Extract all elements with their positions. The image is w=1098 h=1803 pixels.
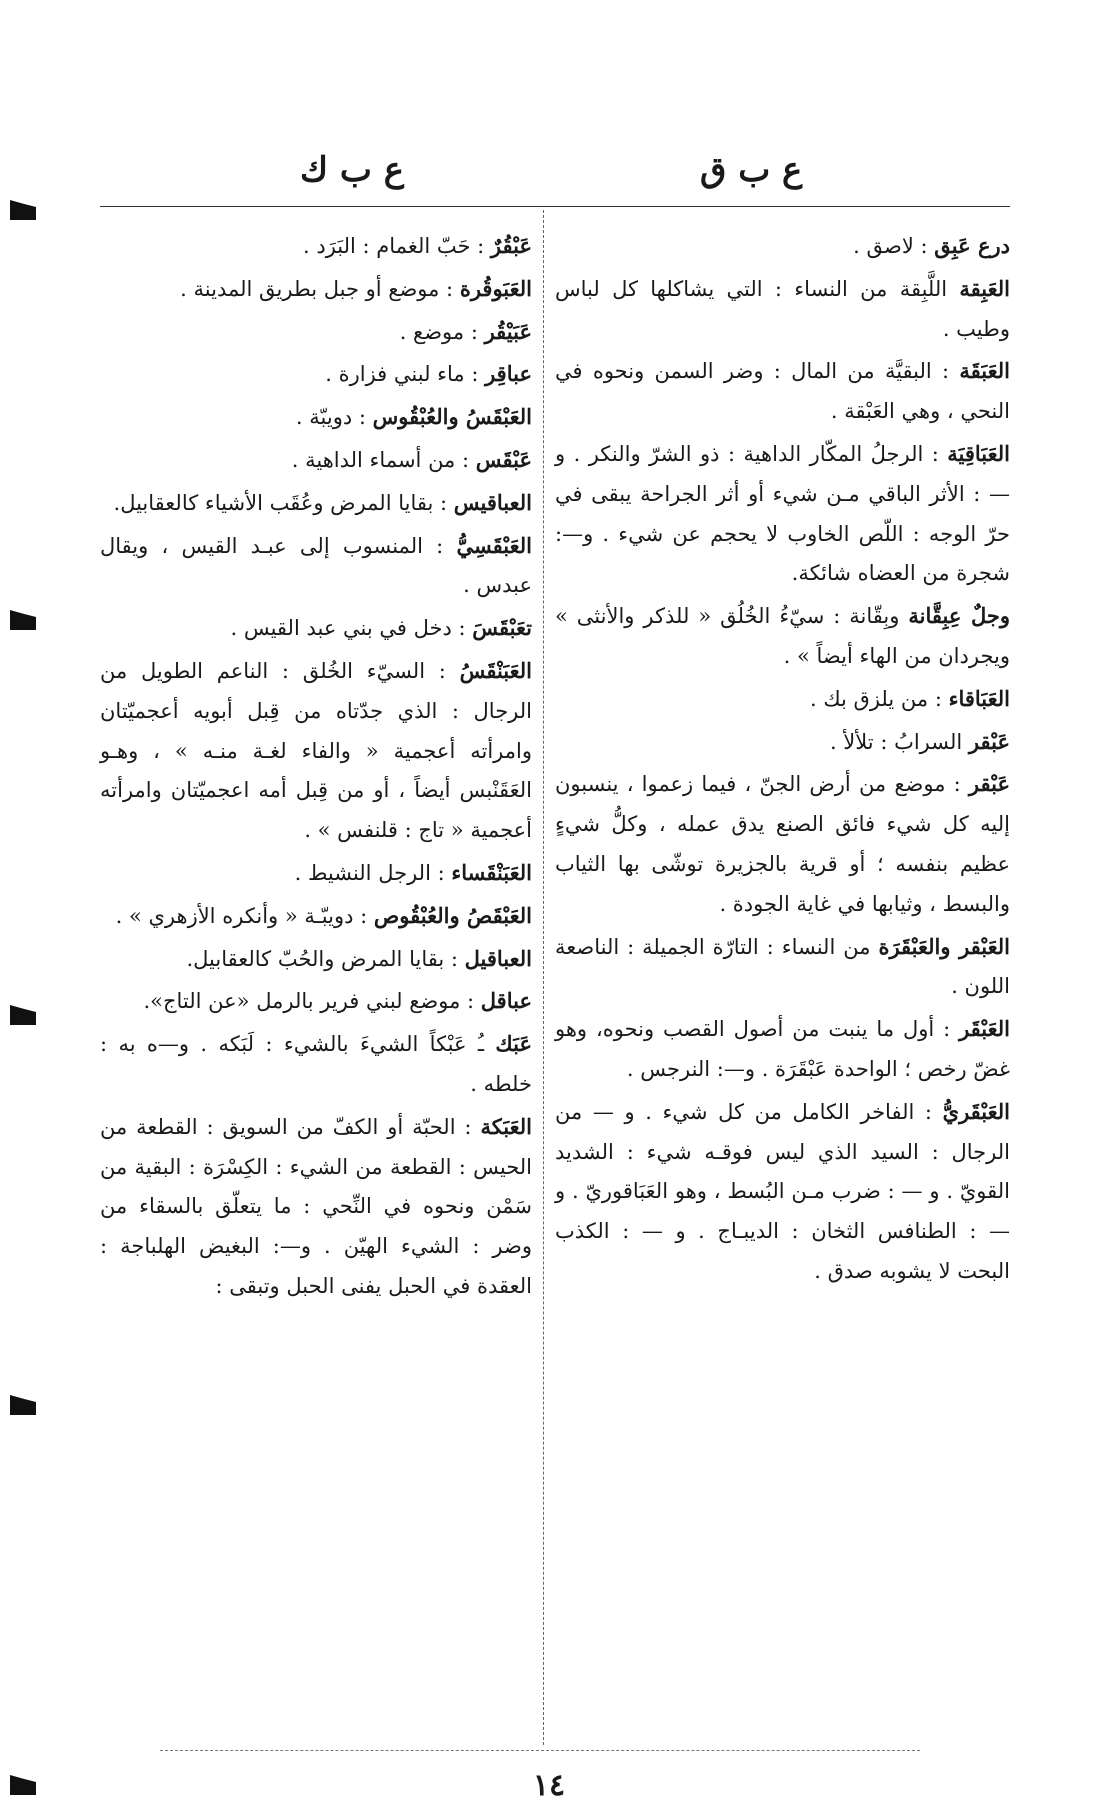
headword: العَبْقَسِيُّ (456, 532, 532, 558)
definition: : حَبّ الغمام : البَرَد . (303, 234, 491, 258)
entry (100, 312, 532, 353)
entry (555, 434, 1010, 594)
definition: السرابُ : تلألأ . (829, 729, 969, 754)
headword: العَبْقَصُ والعُبْقُوص (373, 902, 532, 928)
header-root-left: ع ب ك (300, 150, 404, 190)
left-column (100, 226, 532, 1309)
entry (555, 269, 1010, 350)
definition: : دويبّـة « وأنكره الأزهري » . (115, 903, 374, 928)
margin-mark (10, 1005, 36, 1025)
entry (555, 764, 1010, 924)
headword: تعَبْقَسَ (472, 615, 532, 641)
definition: : المنسوب إلى عبـد القيس ، ويقال عبدس . (100, 533, 532, 598)
margin-mark (10, 200, 36, 220)
margin-mark (10, 610, 36, 630)
entry (555, 351, 1010, 432)
entry (555, 722, 1010, 763)
definition: : ماء لبني فزارة . (325, 362, 486, 387)
definition: : بقايا المرض والحُبّ كالعقابيل. (186, 946, 465, 971)
column-divider (543, 210, 544, 1745)
headword: العَبْقَريُّ (942, 1098, 1010, 1124)
headword: العباقيس (453, 489, 532, 515)
headword: العَبَوقُرة (459, 275, 532, 301)
entry (100, 226, 532, 267)
entry (100, 483, 532, 524)
definition: : موضع لبني فرير بالرمل «عن التاج». (143, 989, 481, 1014)
definition: : الفاخر الكامل من كل شيء . و — من الرجال : السيد الذي ليس فوقـه شيء : الشديد القويّ . و — : ضرب مـن البُسط ، وهو العَبَاقوريّ . و — : الطنافس الثخان : الديبـاج . و — : الكذب البحت لا يشوبه صدق . (555, 1099, 1010, 1283)
entry (555, 927, 1010, 1008)
definition: : من أسماء الداهية . (291, 447, 476, 472)
headword: عَبْقر (968, 771, 1010, 797)
entry (100, 651, 532, 851)
headword: العَبَنْقَساء (451, 859, 532, 885)
definition: ـُ عَبْكاً الشيءَ بالشيء : لَبَكه . و—ه به : خلطه . (100, 1032, 532, 1096)
right-column (555, 226, 1010, 1294)
entry (100, 939, 532, 980)
entry (100, 269, 532, 310)
page-number: ١٤ (532, 1768, 566, 1803)
entry (555, 226, 1010, 267)
headword: عَبَيْقُر (484, 318, 532, 344)
definition: من النساء : التارّة الجميلة : الناصعة اللون . (555, 934, 1010, 999)
definition: : من يلزق بك . (809, 686, 949, 711)
headword: العَبَنْقَسُ (459, 657, 532, 683)
entry (100, 397, 532, 438)
headword: عباقِر (485, 361, 532, 387)
definition: اللَّبِقة من النساء : التي يشاكلها كل لباس وطيب . (555, 276, 1010, 341)
definition: : الرجلُ المكّار الداهية : ذو الشرّ والنكر . و — : الأثر الباقي مـن شيء أو أثر الجراحة يبقى في حرّ الوجه : اللّص الخاوب لا يحجم عن شيء . و—: شجرة من العضاه شائكة. (555, 441, 1010, 586)
headword: عَبَك (495, 1031, 532, 1057)
headword: العَبِقة (959, 275, 1010, 301)
headword: العَبَاقِيَة (947, 440, 1010, 466)
definition: : دخل في بني عبد القيس . (230, 616, 473, 641)
definition: : دويبّة . (295, 405, 373, 430)
entry (100, 853, 532, 894)
headword: عَبْقَس (475, 446, 532, 472)
headword: عباقل (480, 988, 532, 1014)
definition: : موضع . (399, 319, 485, 344)
headword: درع عَبِق (934, 233, 1010, 258)
headword: وجلٌ عِبِقَّانة (908, 603, 1010, 629)
definition: : الحبّة أو الكفّ من السويق : القطعة من الحيس : القطعة من الشيء : الكِسْرَة : البقية من سَمْن ونحوه في النِّحي : ما يتعلّق بالسقاء من وضر : الشيء الهيّن . و—: البغيض الهلباجة : العقدة في الحبل يفنى الحبل وتبقى : (100, 1114, 532, 1298)
headword: العباقيل (464, 945, 532, 971)
definition: : لاصق . (853, 234, 935, 258)
entry (100, 896, 532, 937)
headword: عَبْقر (968, 728, 1010, 754)
margin-mark (10, 1395, 36, 1415)
entry (100, 1024, 532, 1105)
entry (100, 981, 532, 1022)
definition: : بقايا المرض وعُقَب الأشياء كالعقابيل. (113, 490, 454, 515)
footer-rule (160, 1750, 920, 1751)
definition: : أول ما ينبت من أصول القصب ونحوه، وهو غضّ رخص ؛ الواحدة عَبْقَرَة . و—: النرجس . (555, 1017, 1010, 1081)
entry (555, 1009, 1010, 1090)
definition: : الرجل النشيط . (294, 860, 452, 885)
definition: : السيّء الخُلق : الناعم الطويل من الرجال : الذي جدّتاه من قِبل أبويه أعجميّتان وامرأته أعجمية « والفاء لغـة منـه » ، وهـو العَقَنْبس أيضاً ، أو من قِبل أمه اعجميّتان وامرأته أعجمية « تاج : قلنفس » . (100, 658, 532, 843)
headword: عَبْقُرٌ (490, 233, 532, 258)
entry (555, 596, 1010, 677)
entry (100, 608, 532, 649)
headword: العَبْقر والعَبْقَرَة (878, 933, 1010, 959)
entry (100, 1107, 532, 1307)
headword: العَبَاقاء (948, 685, 1010, 711)
definition: وبِقّانة : سيّءُ الخُلُق « للذكر والأنثى » ويجردان من الهاء أيضاً » . (555, 604, 1010, 668)
header-rule (100, 206, 1010, 207)
entry (555, 679, 1010, 720)
headword: العَبْقَسُ والعُبْقُوس (372, 404, 532, 430)
entry (555, 1092, 1010, 1292)
headword: العَبَكة (480, 1113, 532, 1139)
entry (100, 526, 532, 607)
entry (100, 440, 532, 481)
headword: العَبَقَة (959, 358, 1010, 384)
definition: : موضع أو جبل بطريق المدينة . (180, 276, 460, 301)
entry (100, 354, 532, 395)
header-root-right: ع ب ق (700, 150, 803, 190)
headword: العَبْقَر (959, 1016, 1010, 1042)
definition: : البقيَّة من المال : وضر السمن ونحوه في النحي ، وهي العَبْقة . (555, 359, 1010, 424)
definition: : موضع من أرض الجنّ ، فيما زعموا ، ينسبون إليه كل شيء فائق الصنع يدق عمله ، وكلُّ شيءٍ عظيم بنفسه ؛ أو قرية بالجزيرة توشّى بها الثياب والبسط ، وثيابها في غاية الجودة . (555, 772, 1010, 916)
